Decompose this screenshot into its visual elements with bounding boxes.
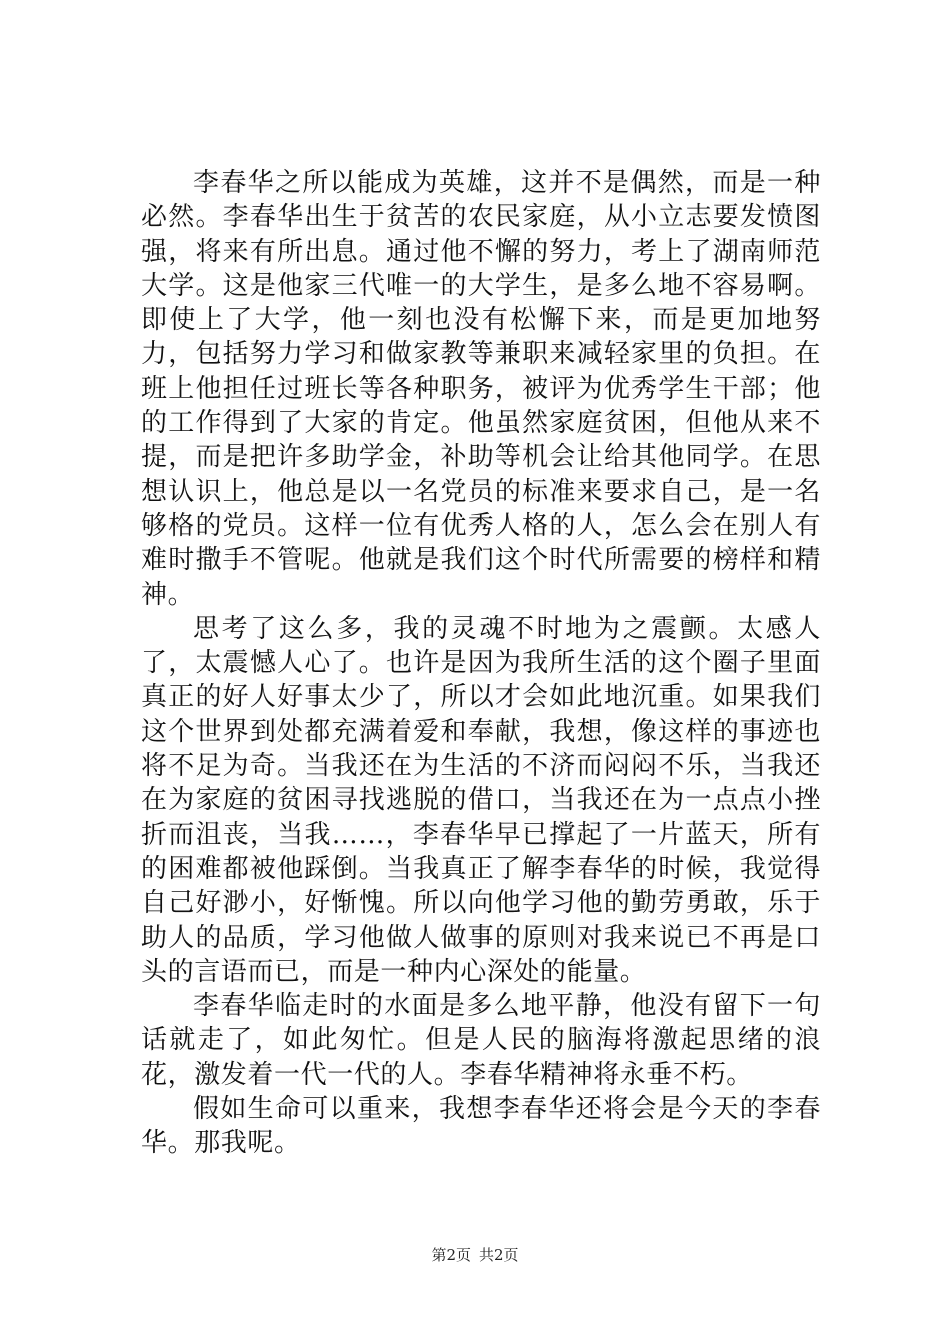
paragraph-2: 思考了这么多，我的灵魂不时地为之震颤。太感人了，太震憾人心了。也许是因为我所生活的这个圈子里面真正的好人好事太少了，所以才会如此地沉重。如果我们这个世界到处都充满着爱和奉献，我想，像这样的事迹也将不足为奇。当我还在为生活的不济而闷闷不乐，当我还在为家庭的贫困寻找逃脱的借口，当我还在为一点点小挫折而沮丧，当我……，李春华早已撑起了一片蓝天，所有的困难都被他踩倒。当我真正了解李春华的时候，我觉得自己好渺小，好惭愧。所以向他学习他的勤劳勇敢，乐于助人的品质，学习他做人做事的原则对我来说已不再是口头的言语而已，而是一种内心深处的能量。 [141, 613, 821, 987]
page-footer [0, 1245, 950, 1265]
paragraph-1: 李春华之所以能成为英雄，这并不是偶然，而是一种必然。李春华出生于贫苦的农民家庭，从小立志要发愤图强，将来有所出息。通过他不懈的努力，考上了湖南师范大学。这是他家三代唯一的大学生，是多么地不容易啊。即使上了大学，他一刻也没有松懈下来，而是更加地努力，包括努力学习和做家教等兼职来减轻家里的负担。在班上他担任过班长等各种职务，被评为优秀学生干部；他的工作得到了大家的肯定。他虽然家庭贫困，但他从来不提，而是把许多助学金，补助等机会让给其他同学。在思想认识上，他总是以一名党员的标准来要求自己，是一名够格的党员。这样一位有优秀人格的人，怎么会在别人有难时撒手不管呢。他就是我们这个时代所需要的榜样和精神。 [141, 168, 821, 610]
document-body [141, 166, 821, 1161]
paragraph-4: 假如生命可以重来，我想李春华还将会是今天的李春华。那我呢。 [141, 1094, 821, 1159]
page-number: 第2页 [431, 1246, 471, 1264]
paragraph-3: 李春华临走时的水面是多么地平静，他没有留下一句话就走了，如此匆忙。但是人民的脑海将激起思绪的浪花，激发着一代一代的人。李春华精神将永垂不朽。 [141, 991, 821, 1090]
page-total: 共2页 [479, 1246, 519, 1264]
